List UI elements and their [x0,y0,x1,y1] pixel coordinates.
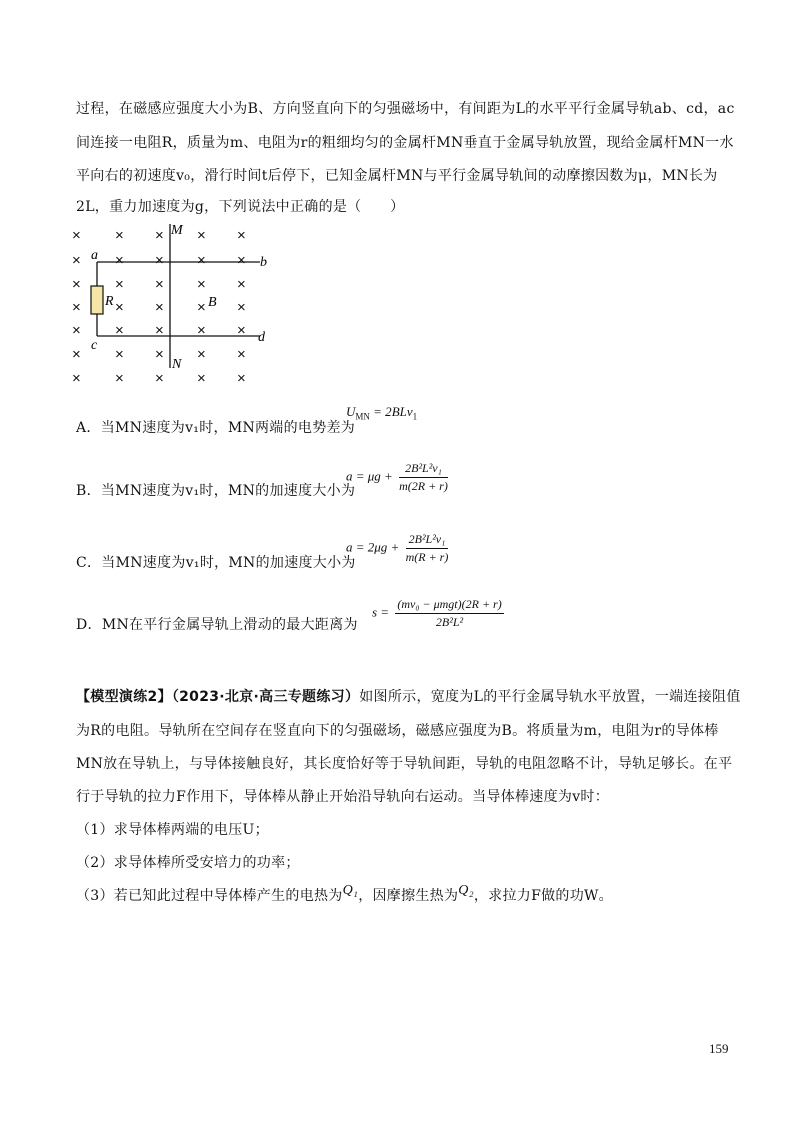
option-b-formula [346,461,448,494]
option-c-lhs: a = 2μg + [346,539,400,555]
cross-mark: × [155,370,164,387]
option-d-num: (mv₀ − μmgt)(2R + r) [395,597,503,614]
cross-mark: × [72,227,81,244]
cross-mark: × [115,299,124,316]
cross-mark: × [72,346,81,363]
cross-mark: × [72,322,81,339]
q3-Q2: Q₂ [458,883,474,898]
cross-mark: × [197,322,206,339]
problem2-source: （2023·北京·高三专题练习） [171,689,360,705]
label-B: B [208,295,217,310]
label-b: b [260,255,267,270]
option-c-num: 2B²L²v₁ [406,532,449,549]
option-a-text: A．当MN速度为v₁时，MN两端的电势差为 [76,420,356,436]
magnetic-field-figure [60,218,290,388]
cross-mark: × [155,346,164,363]
problem2-line-2: 为R的电阻。导轨所在空间存在竖直向下的匀强磁场，磁感应强度为B。将质量为m，电阻为r的导体棒 [76,723,719,739]
cross-mark: × [197,227,206,244]
cross-mark: × [115,370,124,387]
label-M: M [171,223,183,238]
label-R: R [105,294,114,309]
option-d-text: D．MN在平行金属导轨上滑动的最大距离为 [76,617,358,633]
label-d: d [258,330,265,345]
label-N: N [172,357,182,372]
cross-mark: × [197,252,206,269]
option-d-lhs: s = [372,604,390,620]
cross-mark: × [237,370,246,387]
cross-mark: × [237,346,246,363]
option-c-text: C．当MN速度为v₁时，MN的加速度大小为 [76,555,356,571]
cross-mark: × [237,276,246,293]
circuit-diagram [60,218,290,388]
label-c: c [91,338,98,353]
cross-mark: × [237,322,246,339]
problem2-line-1 [76,686,741,706]
problem1-line-1: 过程，在磁感应强度大小为B、方向竖直向下的匀强磁场中，有间距为L的水平平行金属导轨ab、cd，ac [76,101,735,117]
problem2-question-2: （2）求导体棒所受安培力的功率； [76,855,300,871]
cross-mark: × [155,227,164,244]
cross-mark: × [72,299,81,316]
cross-mark: × [72,276,81,293]
cross-mark: × [155,252,164,269]
resistor-R [91,286,103,314]
cross-mark: × [155,322,164,339]
page-number: 159 [709,1041,729,1056]
option-d-formula [372,597,504,630]
option-b-lhs: a = μg + [346,468,393,484]
cross-mark: × [115,322,124,339]
cross-mark: × [72,370,81,387]
option-b-num: 2B²L²v₁ [399,461,448,478]
problem2-question-1: （1）求导体棒两端的电压U； [76,822,269,838]
problem1-line-3: 平向右的初速度v₀，滑行时间t后停下，已知金属杆MN与平行金属导轨间的动摩擦因数为μ，MN长为 [76,168,718,184]
option-b-den: m(2R + r) [399,479,448,493]
problem2-header: 【模型演练2】 [76,689,172,705]
option-b [76,480,355,500]
q3-text-a: （3）若已知此过程中导体棒产生的电热为 [76,888,343,904]
option-d [76,614,358,634]
problem1-line-4: 2L，重力加速度为g，下列说法中正确的是（ ） [76,199,405,215]
cross-mark: × [115,227,124,244]
option-c-den: m(R + r) [405,550,449,564]
cross-mark: × [115,276,124,293]
problem2-text-1: 如图所示，宽度为L的平行金属导轨水平放置，一端连接阻值 [359,689,741,705]
cross-mark: × [237,299,246,316]
cross-mark: × [155,276,164,293]
cross-mark: × [197,299,206,316]
cross-mark: × [237,227,246,244]
cross-mark: × [115,346,124,363]
cross-mark: × [197,370,206,387]
cross-mark: × [197,276,206,293]
cross-mark: × [237,252,246,269]
q3-Q1: Q₁ [342,883,359,898]
option-c-formula [346,532,448,565]
cross-mark: × [72,252,81,269]
problem1-line-2: 间连接一电阻R，质量为m、电阻为r的粗细均匀的金属杆MN垂直于金属导轨放置，现给金属杆MN一水 [76,135,734,151]
option-b-text: B．当MN速度为v₁时，MN的加速度大小为 [76,483,356,499]
problem2-question-3 [76,885,613,905]
cross-mark: × [115,252,124,269]
option-d-den: 2B²L² [435,615,464,629]
q3-text-b: ，因摩擦生热为 [358,888,459,904]
cross-mark: × [155,299,164,316]
q3-text-c: ，求拉力F做的功W。 [473,888,613,904]
option-a-formula: $U_{MN} = 2BLv_1$ [346,404,418,422]
label-a: a [91,248,98,263]
problem2-line-4: 行于导轨的拉力F作用下，导体棒从静止开始沿导轨向右运动。当导体棒速度为v时： [76,789,610,805]
cross-mark: × [197,346,206,363]
option-a [76,417,355,437]
option-c [76,552,356,572]
problem2-line-3: MN放在导轨上，与导体接触良好，其长度恰好等于导轨间距，导轨的电阻忽略不计，导轨足够长。在平 [76,756,733,772]
